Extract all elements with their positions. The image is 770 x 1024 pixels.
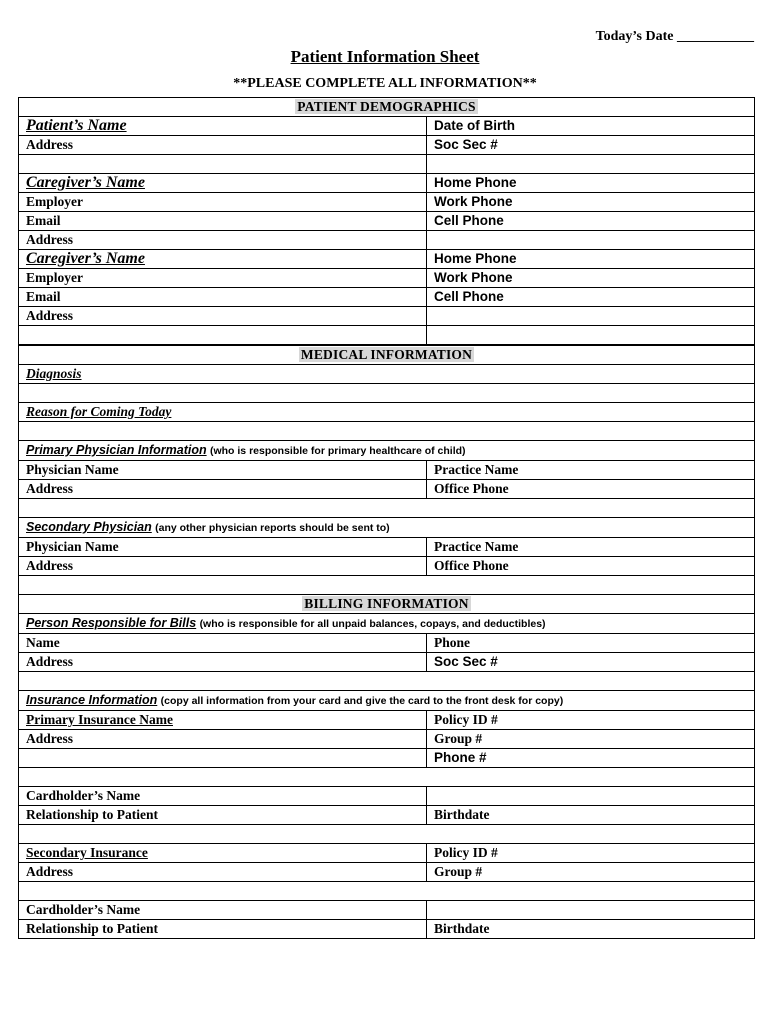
primary-physician-address-field[interactable]: Address: [19, 480, 427, 499]
primary-insurance-phone-field[interactable]: Phone #: [427, 749, 755, 768]
caregiver-2-home-phone-field[interactable]: Home Phone: [427, 250, 755, 269]
blank-cell[interactable]: [427, 231, 755, 250]
secondary-physician-heading: Secondary Physician (any other physician reports should be sent to): [19, 518, 755, 538]
blank-row[interactable]: [19, 825, 755, 844]
secondary-cardholder-name-field[interactable]: Cardholder’s Name: [19, 901, 427, 920]
insurance-info-heading: Insurance Information (copy all information from your card and give the card to the front desk for copy): [19, 691, 755, 711]
billing-name-field[interactable]: Name: [19, 634, 427, 653]
caregiver-1-name-field[interactable]: Caregiver’s Name: [19, 174, 427, 193]
caregiver-1-employer-field[interactable]: Employer: [19, 193, 427, 212]
blank-cell[interactable]: [427, 307, 755, 326]
person-responsible-heading: Person Responsible for Bills (who is responsible for all unpaid balances, copays, and deductibles): [19, 614, 755, 634]
primary-cardholder-name-field[interactable]: Cardholder’s Name: [19, 787, 427, 806]
billing-soc-sec-field[interactable]: Soc Sec #: [427, 653, 755, 672]
billing-phone-field[interactable]: Phone: [427, 634, 755, 653]
caregiver-2-work-phone-field[interactable]: Work Phone: [427, 269, 755, 288]
caregiver-2-name-field[interactable]: Caregiver’s Name: [19, 250, 427, 269]
blank-cell[interactable]: [19, 749, 427, 768]
secondary-insurance-address-field[interactable]: Address: [19, 863, 427, 882]
primary-relationship-field[interactable]: Relationship to Patient: [19, 806, 427, 825]
blank-row[interactable]: [19, 768, 755, 787]
form-title: Patient Information Sheet: [290, 47, 480, 66]
secondary-office-phone-field[interactable]: Office Phone: [427, 557, 755, 576]
caregiver-2-cell-phone-field[interactable]: Cell Phone: [427, 288, 755, 307]
secondary-birthdate-field[interactable]: Birthdate: [427, 920, 755, 939]
blank-row[interactable]: [19, 326, 427, 346]
reason-for-visit-field[interactable]: Reason for Coming Today: [19, 403, 755, 422]
primary-insurance-name-field[interactable]: Primary Insurance Name: [19, 711, 427, 730]
caregiver-2-email-field[interactable]: Email: [19, 288, 427, 307]
date-of-birth-field[interactable]: Date of Birth: [427, 117, 755, 136]
caregiver-2-employer-field[interactable]: Employer: [19, 269, 427, 288]
primary-practice-name-field[interactable]: Practice Name: [427, 461, 755, 480]
blank-row[interactable]: [19, 882, 755, 901]
blank-row[interactable]: [19, 422, 755, 441]
blank-row[interactable]: [19, 384, 755, 403]
form-subtitle: **PLEASE COMPLETE ALL INFORMATION**: [233, 76, 537, 91]
patient-soc-sec-field[interactable]: Soc Sec #: [427, 136, 755, 155]
patient-name-field[interactable]: Patient’s Name: [19, 117, 427, 136]
patient-address-field[interactable]: Address: [19, 136, 427, 155]
secondary-physician-address-field[interactable]: Address: [19, 557, 427, 576]
blank-cell[interactable]: [427, 901, 755, 920]
primary-physician-name-field[interactable]: Physician Name: [19, 461, 427, 480]
caregiver-1-address-field[interactable]: Address: [19, 231, 427, 250]
caregiver-1-cell-phone-field[interactable]: Cell Phone: [427, 212, 755, 231]
section-header-billing: BILLING INFORMATION: [19, 595, 755, 614]
primary-physician-heading: Primary Physician Information (who is responsible for primary healthcare of child): [19, 441, 755, 461]
blank-row[interactable]: [19, 576, 755, 595]
blank-cell[interactable]: [427, 787, 755, 806]
primary-insurance-address-field[interactable]: Address: [19, 730, 427, 749]
primary-birthdate-field[interactable]: Birthdate: [427, 806, 755, 825]
blank-row[interactable]: [427, 326, 755, 346]
section-header-demographics: PATIENT DEMOGRAPHICS: [19, 98, 755, 117]
secondary-policy-id-field[interactable]: Policy ID #: [427, 844, 755, 863]
secondary-insurance-name-field[interactable]: Secondary Insurance: [19, 844, 427, 863]
caregiver-1-email-field[interactable]: Email: [19, 212, 427, 231]
secondary-practice-name-field[interactable]: Practice Name: [427, 538, 755, 557]
diagnosis-field[interactable]: Diagnosis: [19, 365, 755, 384]
primary-group-field[interactable]: Group #: [427, 730, 755, 749]
section-header-medical: MEDICAL INFORMATION: [19, 345, 755, 365]
todays-date-label: Today’s Date ___________: [595, 29, 754, 44]
billing-address-field[interactable]: Address: [19, 653, 427, 672]
secondary-group-field[interactable]: Group #: [427, 863, 755, 882]
secondary-physician-name-field[interactable]: Physician Name: [19, 538, 427, 557]
blank-row[interactable]: [19, 155, 427, 174]
primary-office-phone-field[interactable]: Office Phone: [427, 480, 755, 499]
caregiver-1-home-phone-field[interactable]: Home Phone: [427, 174, 755, 193]
blank-row[interactable]: [19, 499, 755, 518]
caregiver-1-work-phone-field[interactable]: Work Phone: [427, 193, 755, 212]
blank-row[interactable]: [19, 672, 755, 691]
secondary-relationship-field[interactable]: Relationship to Patient: [19, 920, 427, 939]
patient-information-form: [18, 97, 755, 939]
primary-policy-id-field[interactable]: Policy ID #: [427, 711, 755, 730]
caregiver-2-address-field[interactable]: Address: [19, 307, 427, 326]
blank-row[interactable]: [427, 155, 755, 174]
